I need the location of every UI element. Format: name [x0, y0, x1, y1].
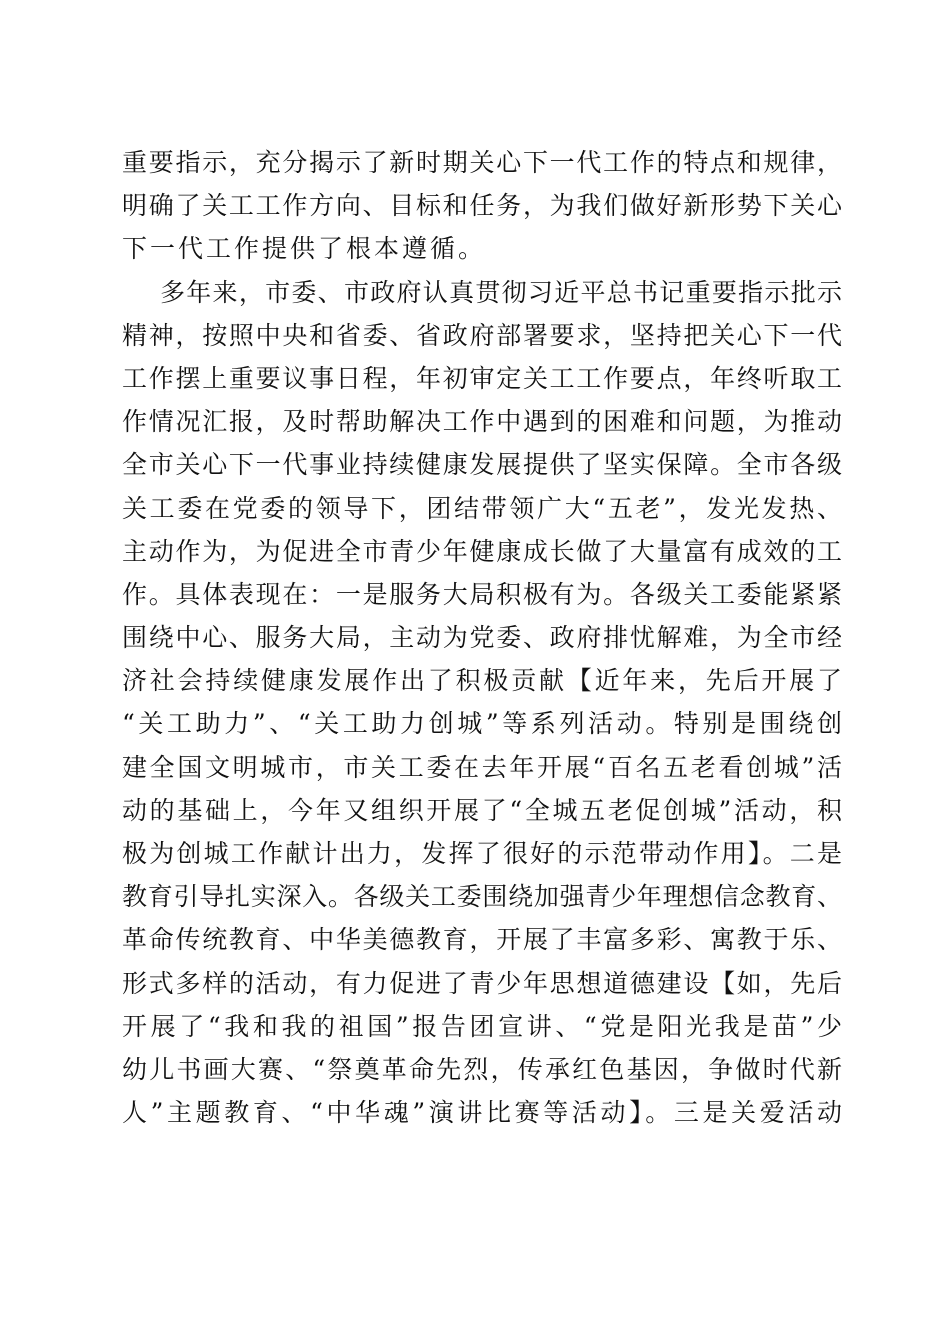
text-line: 工作摆上重要议事日程，年初审定关工工作要点，年终听取工	[122, 363, 842, 393]
text-line: 开展了“我和我的祖国”报告团宣讲、“党是阳光我是苗”少	[122, 1011, 842, 1041]
text-line: 作情况汇报，及时帮助解决工作中遇到的困难和问题，为推动	[122, 407, 842, 437]
text-line: 重要指示，充分揭示了新时期关心下一代工作的特点和规律，	[122, 148, 842, 177]
text-line: 极为创城工作献计出力，发挥了很好的示范带动作用】。二是	[122, 839, 842, 868]
text-line: 作。具体表现在：一是服务大局积极有为。各级关工委能紧紧	[122, 579, 842, 609]
text-line: 精神，按照中央和省委、省政府部署要求，坚持把关心下一代	[122, 320, 842, 350]
paragraph-first-line: 多年来，市委、市政府认真贯彻习近平总书记重要指示批示	[160, 277, 842, 307]
body-text	[122, 141, 842, 1134]
text-line: 幼儿书画大赛、“祭奠革命先烈，传承红色基因，争做时代新	[122, 1054, 842, 1084]
text-line: “关工助力”、“关工助力创城”等系列活动。特别是围绕创	[122, 709, 842, 739]
text-line: 济社会持续健康发展作出了积极贡献【近年来，先后开展了	[122, 666, 842, 696]
text-line: 人”主题教育、“中华魂”演讲比赛等活动】。三是关爱活动	[122, 1098, 842, 1128]
text-line: 革命传统教育、中华美德教育，开展了丰富多彩、寓教于乐、	[122, 925, 842, 955]
text-line: 形式多样的活动，有力促进了青少年思想道德建设【如，先后	[122, 968, 842, 998]
text-line: 下一代工作提供了根本遵循。	[122, 234, 487, 264]
text-line: 动的基础上，今年又组织开展了“全城五老促创城”活动，积	[122, 795, 842, 825]
text-line: 建全国文明城市，市关工委在去年开展“百名五老看创城”活	[122, 752, 842, 782]
text-line: 关工委在党委的领导下，团结带领广大“五老”，发光发热、	[122, 493, 842, 523]
text-line: 明确了关工工作方向、目标和任务，为我们做好新形势下关心	[122, 191, 842, 221]
text-line: 主动作为，为促进全市青少年健康成长做了大量富有成效的工	[122, 536, 842, 566]
text-line: 教育引导扎实深入。各级关工委围绕加强青少年理想信念教育、	[122, 882, 842, 912]
text-line: 全市关心下一代事业持续健康发展提供了坚实保障。全市各级	[122, 450, 842, 480]
text-line: 围绕中心、服务大局，主动为党委、政府排忧解难，为全市经	[122, 623, 842, 653]
